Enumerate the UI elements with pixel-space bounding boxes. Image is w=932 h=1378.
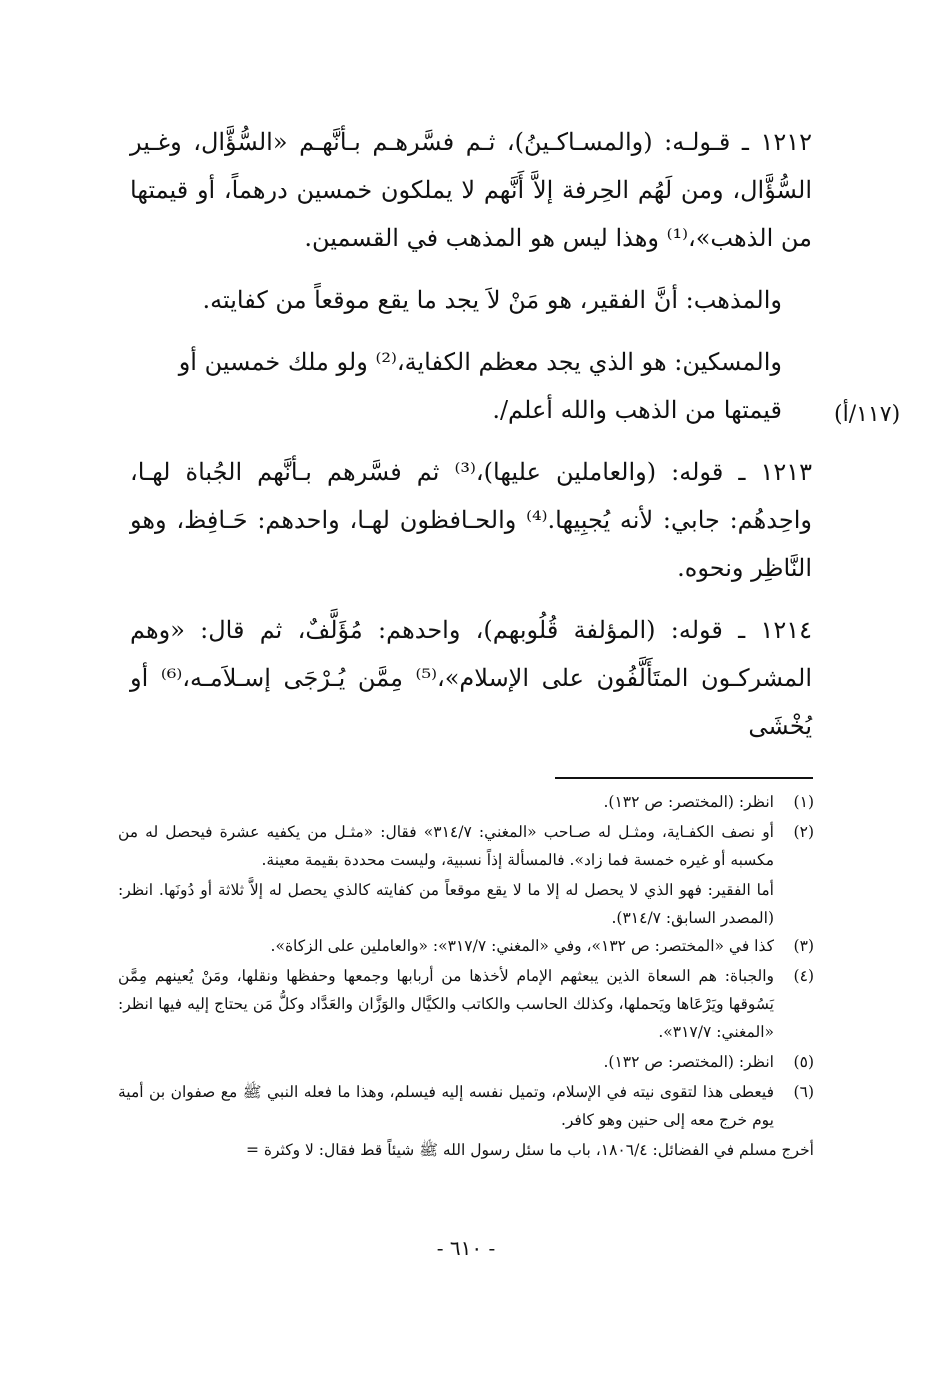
manuscript-folio-note: (١١٧/أ) [834, 402, 901, 427]
footnote-text: كذا في «المختصر: ص ١٣٢»، وفي «المغني: ٣١٧/٧»: «والعاملين على الزكاة». [270, 937, 774, 955]
footnote-5 [118, 1048, 814, 1076]
footnote-2-continuation: أما الفقير: فهو الذي لا يحصل له إلا ما لا يقع موقعاً من كفايته كالذي يحصل له إلاَّ ثلاثة أو دُونَها. انظر: (المصدر السابق: ٣١٤/٧). [118, 881, 774, 927]
paragraph-1214: ١٢١٤ ـ قوله: (المؤلفة قُلُوبهم)، واحدهم: مُؤَلَّفٌ، ثم قال: «وهم المشركـون المتَأَلَّفُون على الإسلام»،⁽⁵⁾ مِمَّن يُـرْجَى إسـلاَمـه،⁽⁶⁾ أو يُخْشَى [130, 616, 813, 740]
footnote-6 [118, 1078, 814, 1134]
paragraph-1212: ١٢١٢ ـ قـولـه: (والمسـاكـينُ)، ثـم فسَّرهـم بـأنَّهـم «السُّؤَّال، وغـير السُّؤَّال، ومن لَهُم الحِرفة إلاَّ أَنَّهم لا يملكون خمسين درهماً، أو قيمتها من الذهب»،⁽¹⁾ وهذا ليس هو المذهب في القسمين. [130, 128, 812, 252]
footnote-text: انظر: (المختصر: ص ١٣٢). [603, 793, 774, 811]
footnote-number: (٦) [793, 1083, 814, 1101]
footnote-text: فيعطى هذا لتقوى نيته في الإسلام، وتميل نفسه إليه فيسلم، وهذا ما فعله النبي ﷺ مع صفوان بن أمية يوم خرج معه إلى حنين وهو كافر. [118, 1083, 774, 1129]
footnotes [118, 788, 814, 1164]
footnote-1 [118, 788, 814, 816]
main-text [130, 118, 812, 764]
footnote-3 [118, 932, 814, 960]
footnote-text: انظر: (المختصر: ص ١٣٢). [603, 1053, 774, 1071]
footnote-6-continuation: أخرج مسلم في الفضائل: ١٨٠٦/٤، باب ما سئل رسول الله ﷺ شيئاً قط فقال: لا وكثرة = [245, 1141, 814, 1159]
paragraph-madhhab: والمذهب: أنَّ الفقير، هو مَنْ لاَ يجد ما يقع موقعاً من كفايته. [202, 286, 782, 314]
footnote-text: والجباة: هم السعاة الذين يبعثهم الإمام لأخذها من أربابها وجمعها وحفظها ونقلها، ومَنْ يُعينهم مِمَّن يَسُوقها ويَرْعَاها ويَحملها، وكذلك الحاسب والكاتب والكيَّال والوَزَّان والعَدَّاد وكلُّ مَن يحتاج إليه فيها انظر: «المغني: ٣١٧/٧». [118, 967, 774, 1041]
footnote-number: (٣) [793, 937, 814, 955]
paragraph-1213: ١٢١٣ ـ قوله: (والعاملين عليها)،⁽³⁾ ثم فسَّرهم بـأنَّهم الجُباة لهـا، واحِدهُم: جابي: لأنه يُجبِيها.⁽⁴⁾ والحـافظون لهـا، واحدهم: حَـافِظ، وهو النَّاظِر ونحوه. [130, 458, 813, 582]
footnote-text: أو نصف الكفـاية، ومثـل له صـاحب «المغني: ٣١٤/٧» فقال: «مثـل من يكفيه عشرة فيحصل له من مكسبه أو غيره خمسة فما زاد». فالمسألة إذاً نسبية، وليست محددة بقيمة معينة. [118, 823, 774, 869]
footnote-4 [118, 962, 814, 1046]
footnote-number: (٢) [793, 823, 814, 841]
footnote-number: (٥) [793, 1053, 814, 1071]
footnote-number: (٤) [793, 967, 814, 985]
footnote-2 [118, 818, 814, 874]
page-number: - ٦١٠ - [436, 1236, 496, 1260]
footnote-number: (١) [793, 793, 814, 811]
footnote-divider [555, 777, 813, 779]
paragraph-miskin: والمسكين: هو الذي يجد معظم الكفاية،⁽²⁾ ولو ملك خمسين أو قيمتها من الذهب والله أعلم/. [178, 348, 782, 424]
